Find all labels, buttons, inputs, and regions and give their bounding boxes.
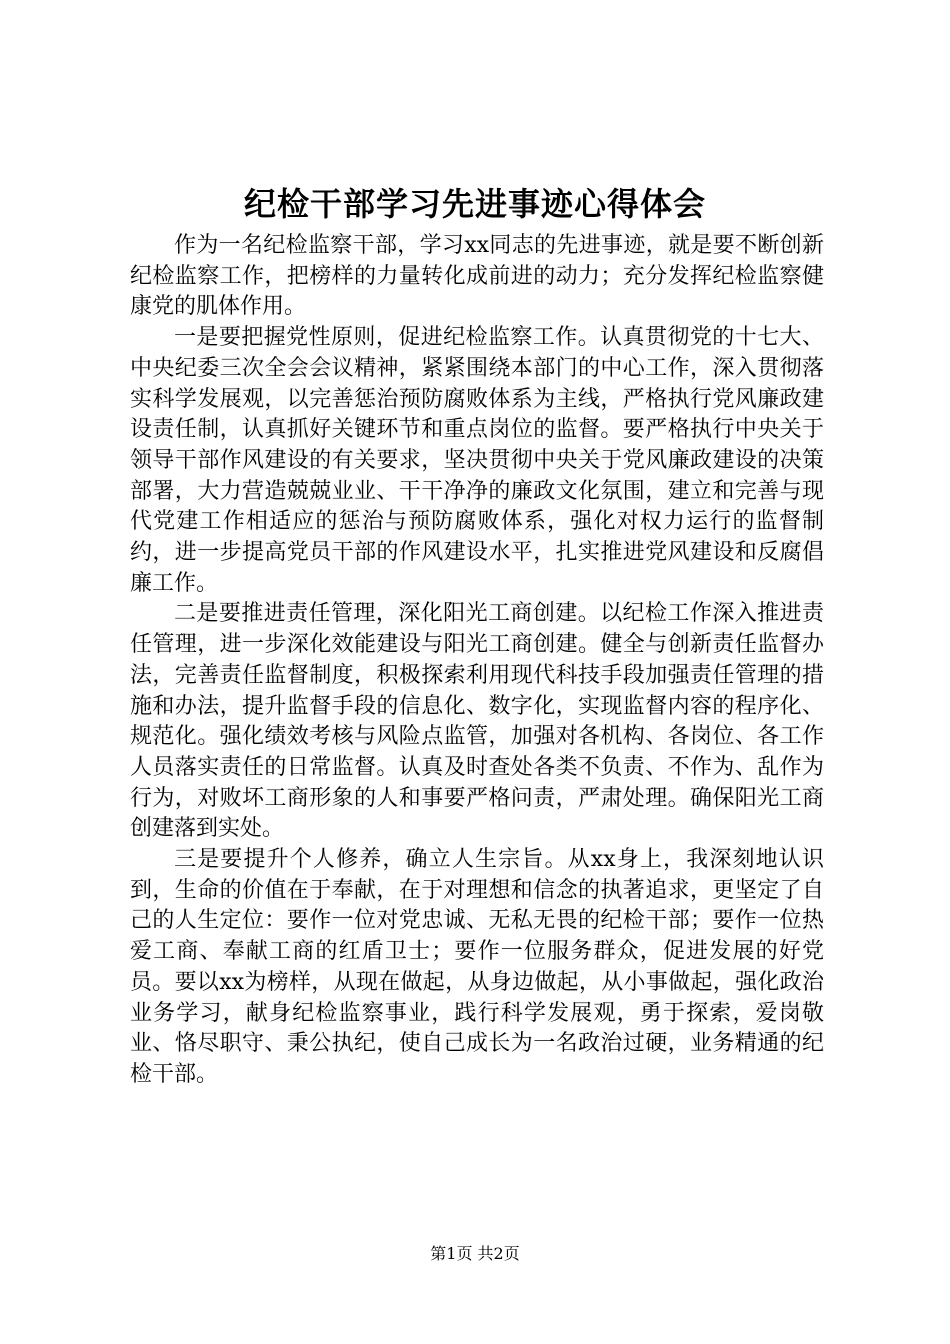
page-number-footer: 第1页 共2页 bbox=[430, 1244, 520, 1263]
paragraph-point-three: 三是要提升个人修养，确立人生宗旨。从xx身上，我深刻地认识到，生命的价值在于奉献，在于对理想和信念的执著追求，更坚定了自己的人生定位：要作一位对党忠诚、无私无畏的纪检干部；要作一位热爱工商、奉献工商的红盾卫士；要作一位服务群众，促进发展的好党员。要以xx为榜样，从现在做起，从身边做起，从小事做起，强化政治业务学习，献身纪检监察事业，践行科学发展观，勇于探索，爱岗敬业、恪尽职守、秉公执纪，使自己成长为一名政治过硬，业务精通的纪检干部。 bbox=[130, 847, 824, 1087]
document-title: 纪检干部学习先进事迹心得体会 bbox=[243, 185, 706, 223]
paragraph-point-two: 二是要推进责任管理，深化阳光工商创建。以纪检工作深入推进责任管理，进一步深化效能建设与阳光工商创建。健全与创新责任监督办法，完善责任监督制度，积极探索利用现代科技手段加强责任管理的措施和办法，提升监督手段的信息化、数字化，实现监督内容的程序化、规范化。强化绩效考核与风险点监管，加强对各机构、各岗位、各工作人员落实责任的日常监督。认真及时查处各类不负责、不作为、乱作为行为，对败坏工商形象的人和事要严格问责，严肃处理。确保阳光工商创建落到实处。 bbox=[130, 601, 824, 842]
paragraph-point-one: 一是要把握党性原则，促进纪检监察工作。认真贯彻党的十七大、中央纪委三次全会会议精神，紧紧围绕本部门的中心工作，深入贯彻落实科学发展观，以完善惩治预防腐败体系为主线，严格执行党风廉政建设责任制，认真抓好关键环节和重点岗位的监督。要严格执行中央关于领导干部作风建设的有关要求，坚决贯彻中央关于党风廉政建设的决策部署，大力营造兢兢业业、干干净净的廉政文化氛围，建立和完善与现代党建工作相适应的惩治与预防腐败体系，强化对权力运行的监督制约，进一步提高党员干部的作风建设水平，扎实推进党风建设和反腐倡廉工作。 bbox=[130, 325, 824, 596]
document-body bbox=[130, 231, 824, 1091]
paragraph-intro: 作为一名纪检监察干部，学习xx同志的先进事迹，就是要不断创新纪检监察工作，把榜样的力量转化成前进的动力；充分发挥纪检监察健康党的肌体作用。 bbox=[130, 233, 824, 320]
